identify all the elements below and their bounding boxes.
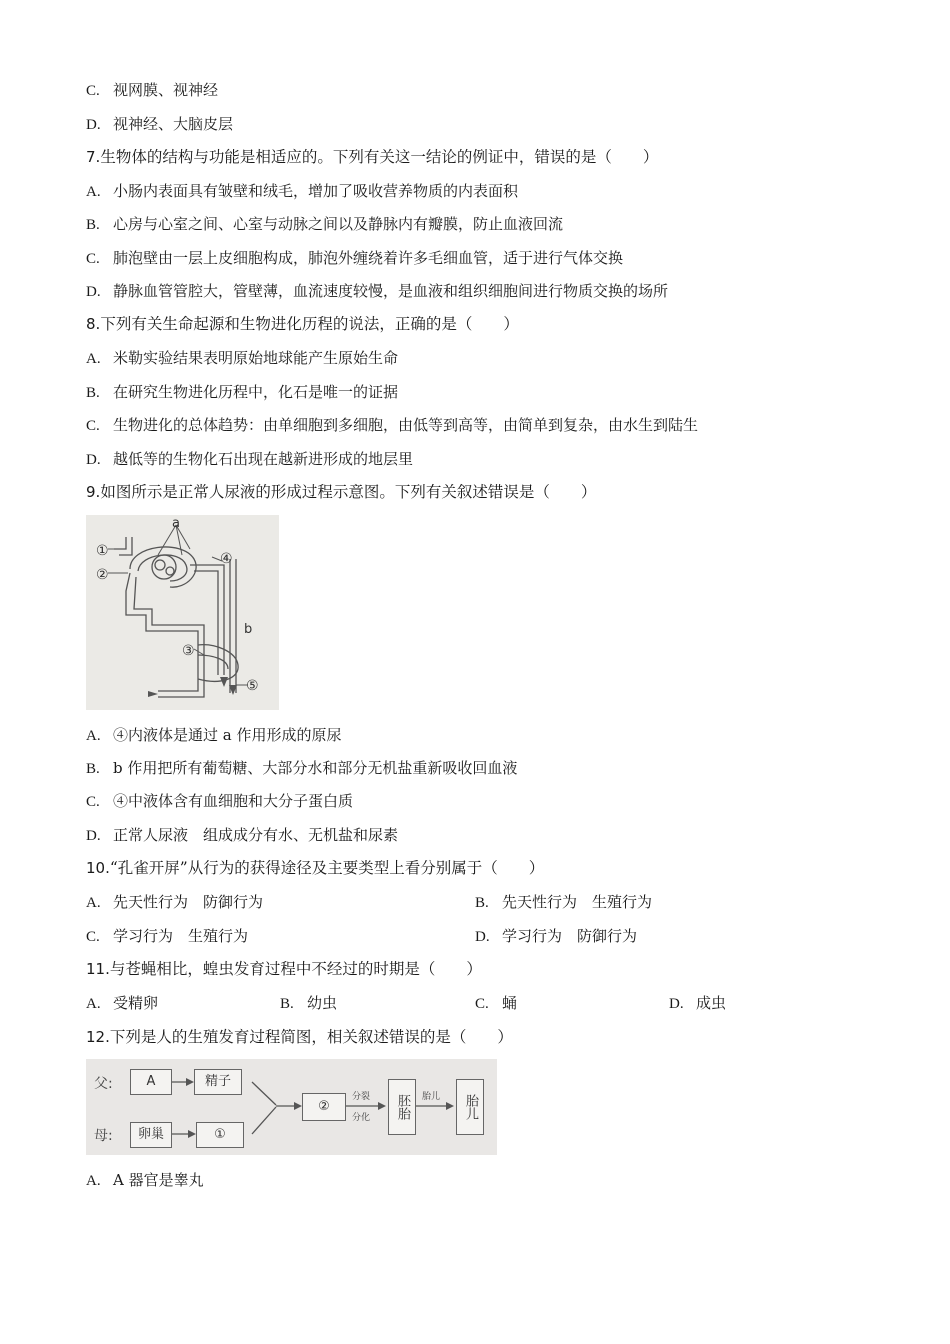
option-letter: C.: [86, 251, 100, 267]
option-text: A 器官是睾丸: [113, 1171, 204, 1189]
option-text: 越低等的生物化石出现在越新进形成的地层里: [113, 450, 414, 468]
q11-option-b: [280, 993, 337, 1014]
q6-option-c: [86, 80, 218, 101]
option-text: 蛹: [502, 994, 518, 1012]
label-5: ⑤: [246, 678, 259, 694]
option-text: 学习行为 生殖行为: [113, 927, 249, 945]
q11-option-c: [475, 993, 517, 1014]
q10-stem: [86, 858, 544, 878]
option-letter: D.: [86, 828, 101, 844]
q8-option-d: [86, 449, 413, 470]
option-text: 心房与心室之间、心室与动脉之间以及静脉内有瓣膜，防止血液回流: [113, 215, 564, 233]
q9-option-c: [86, 791, 353, 812]
q8-stem: [86, 314, 519, 334]
question-text: 如图所示是正常人尿液的形成过程示意图。下列有关叙述错误是（ ）: [100, 483, 597, 501]
label-4: ④: [220, 551, 233, 567]
q7-option-b: [86, 214, 563, 235]
option-text: ④内液体是通过 a 作用形成的原尿: [113, 726, 342, 744]
option-text: 受精卵: [113, 994, 159, 1012]
option-letter: D.: [669, 996, 684, 1012]
option-letter: A.: [86, 1173, 101, 1189]
box-a: A: [130, 1069, 172, 1095]
question-text: 下列是人的生殖发育过程简图，相关叙述错误的是（ ）: [109, 1028, 513, 1046]
q8-option-c: [86, 415, 698, 436]
q10-option-b: [475, 892, 652, 913]
box-ovary: 卵巢: [130, 1122, 172, 1148]
option-text: 米勒实验结果表明原始地球能产生原始生命: [113, 349, 399, 367]
option-letter: B.: [280, 996, 294, 1012]
differentiate-label: 分化: [352, 1113, 371, 1123]
q11-option-a: [86, 993, 158, 1014]
nephron-diagram: [86, 515, 279, 710]
question-text: “孔雀开屏”从行为的获得途径及主要类型上看分别属于（ ）: [109, 859, 545, 877]
q9-stem: [86, 482, 596, 502]
question-number: 11.: [86, 960, 110, 978]
option-text: 成虫: [696, 994, 727, 1012]
option-letter: B.: [475, 895, 489, 911]
option-text: 幼虫: [307, 994, 338, 1012]
option-letter: A.: [86, 351, 101, 367]
question-number: 9.: [86, 483, 101, 501]
option-letter: A.: [86, 184, 101, 200]
question-text: 与苍蝇相比，蝗虫发育过程中不经过的时期是（ ）: [109, 960, 482, 978]
split-label: 分裂: [352, 1092, 371, 1102]
box-embryo: 胚胎: [388, 1079, 416, 1135]
q12-stem: [86, 1027, 513, 1047]
question-number: 12.: [86, 1028, 110, 1046]
q7-stem: [86, 147, 658, 167]
option-letter: B.: [86, 217, 100, 233]
q10-option-d: [475, 926, 637, 947]
option-text: 静脉血管管腔大，管壁薄，血流速度较慢，是血液和组织细胞间进行物质交换的场所: [113, 282, 669, 300]
mother-label: 母:: [94, 1128, 113, 1144]
box-1: ①: [196, 1122, 244, 1148]
q11-option-d: [669, 993, 726, 1014]
option-letter: C.: [86, 929, 100, 945]
q8-option-b: [86, 382, 398, 403]
option-text: 学习行为 防御行为: [502, 927, 638, 945]
box-2: ②: [302, 1093, 346, 1121]
q9-option-b: [86, 758, 517, 779]
reproduction-flowchart: [86, 1059, 497, 1155]
label-a: a: [172, 516, 180, 531]
option-letter: A.: [86, 728, 101, 744]
option-letter: D.: [86, 284, 101, 300]
q10-option-a: [86, 892, 263, 913]
option-letter: D.: [86, 117, 101, 133]
q6-option-d: [86, 114, 233, 135]
q8-option-a: [86, 348, 398, 369]
box-sperm: 精子: [194, 1069, 242, 1095]
question-number: 8.: [86, 315, 101, 333]
label-b: b: [244, 622, 253, 637]
box-fetus: 胎儿: [456, 1079, 484, 1135]
option-letter: C.: [86, 794, 100, 810]
question-number: 10.: [86, 859, 110, 877]
q7-option-a: [86, 181, 518, 202]
option-letter: D.: [475, 929, 490, 945]
q10-option-c: [86, 926, 248, 947]
q11-stem: [86, 959, 482, 979]
option-text: 先天性行为 防御行为: [113, 893, 264, 911]
option-text: ④中液体含有血细胞和大分子蛋白质: [113, 792, 354, 810]
q12-option-a: [86, 1170, 204, 1191]
nephron-figure: [86, 515, 279, 710]
option-letter: B.: [86, 385, 100, 401]
q7-option-d: [86, 281, 668, 302]
father-label: 父:: [94, 1076, 113, 1092]
fetus-arrow-label: 胎儿: [422, 1092, 441, 1102]
option-text: 小肠内表面具有皱壁和绒毛，增加了吸收营养物质的内表面积: [113, 182, 519, 200]
option-letter: A.: [86, 895, 101, 911]
option-text: 正常人尿液 组成成分有水、无机盐和尿素: [113, 826, 399, 844]
label-2: ②: [96, 567, 109, 583]
q7-option-c: [86, 248, 623, 269]
option-text: b 作用把所有葡萄糖、大部分水和部分无机盐重新吸收回血液: [113, 759, 518, 777]
option-letter: A.: [86, 996, 101, 1012]
q9-option-d: [86, 825, 398, 846]
option-letter: C.: [86, 418, 100, 434]
question-number: 7.: [86, 148, 101, 166]
option-text: 在研究生物进化历程中，化石是唯一的证据: [113, 383, 399, 401]
option-letter: C.: [86, 83, 100, 99]
option-letter: C.: [475, 996, 489, 1012]
q9-option-a: [86, 725, 341, 746]
option-letter: B.: [86, 761, 100, 777]
option-letter: D.: [86, 452, 101, 468]
option-text: 肺泡壁由一层上皮细胞构成，肺泡外缠绕着许多毛细血管，适于进行气体交换: [113, 249, 624, 267]
question-text: 生物体的结构与功能是相适应的。下列有关这一结论的例证中，错误的是（ ）: [100, 148, 659, 166]
option-text: 先天性行为 生殖行为: [502, 893, 653, 911]
label-3: ③: [182, 643, 195, 659]
question-text: 下列有关生命起源和生物进化历程的说法，正确的是（ ）: [100, 315, 519, 333]
option-text: 视神经、大脑皮层: [113, 115, 234, 133]
option-text: 生物进化的总体趋势：由单细胞到多细胞，由低等到高等，由简单到复杂，由水生到陆生: [113, 416, 699, 434]
option-text: 视网膜、视神经: [113, 81, 219, 99]
label-1: ①: [96, 543, 109, 559]
